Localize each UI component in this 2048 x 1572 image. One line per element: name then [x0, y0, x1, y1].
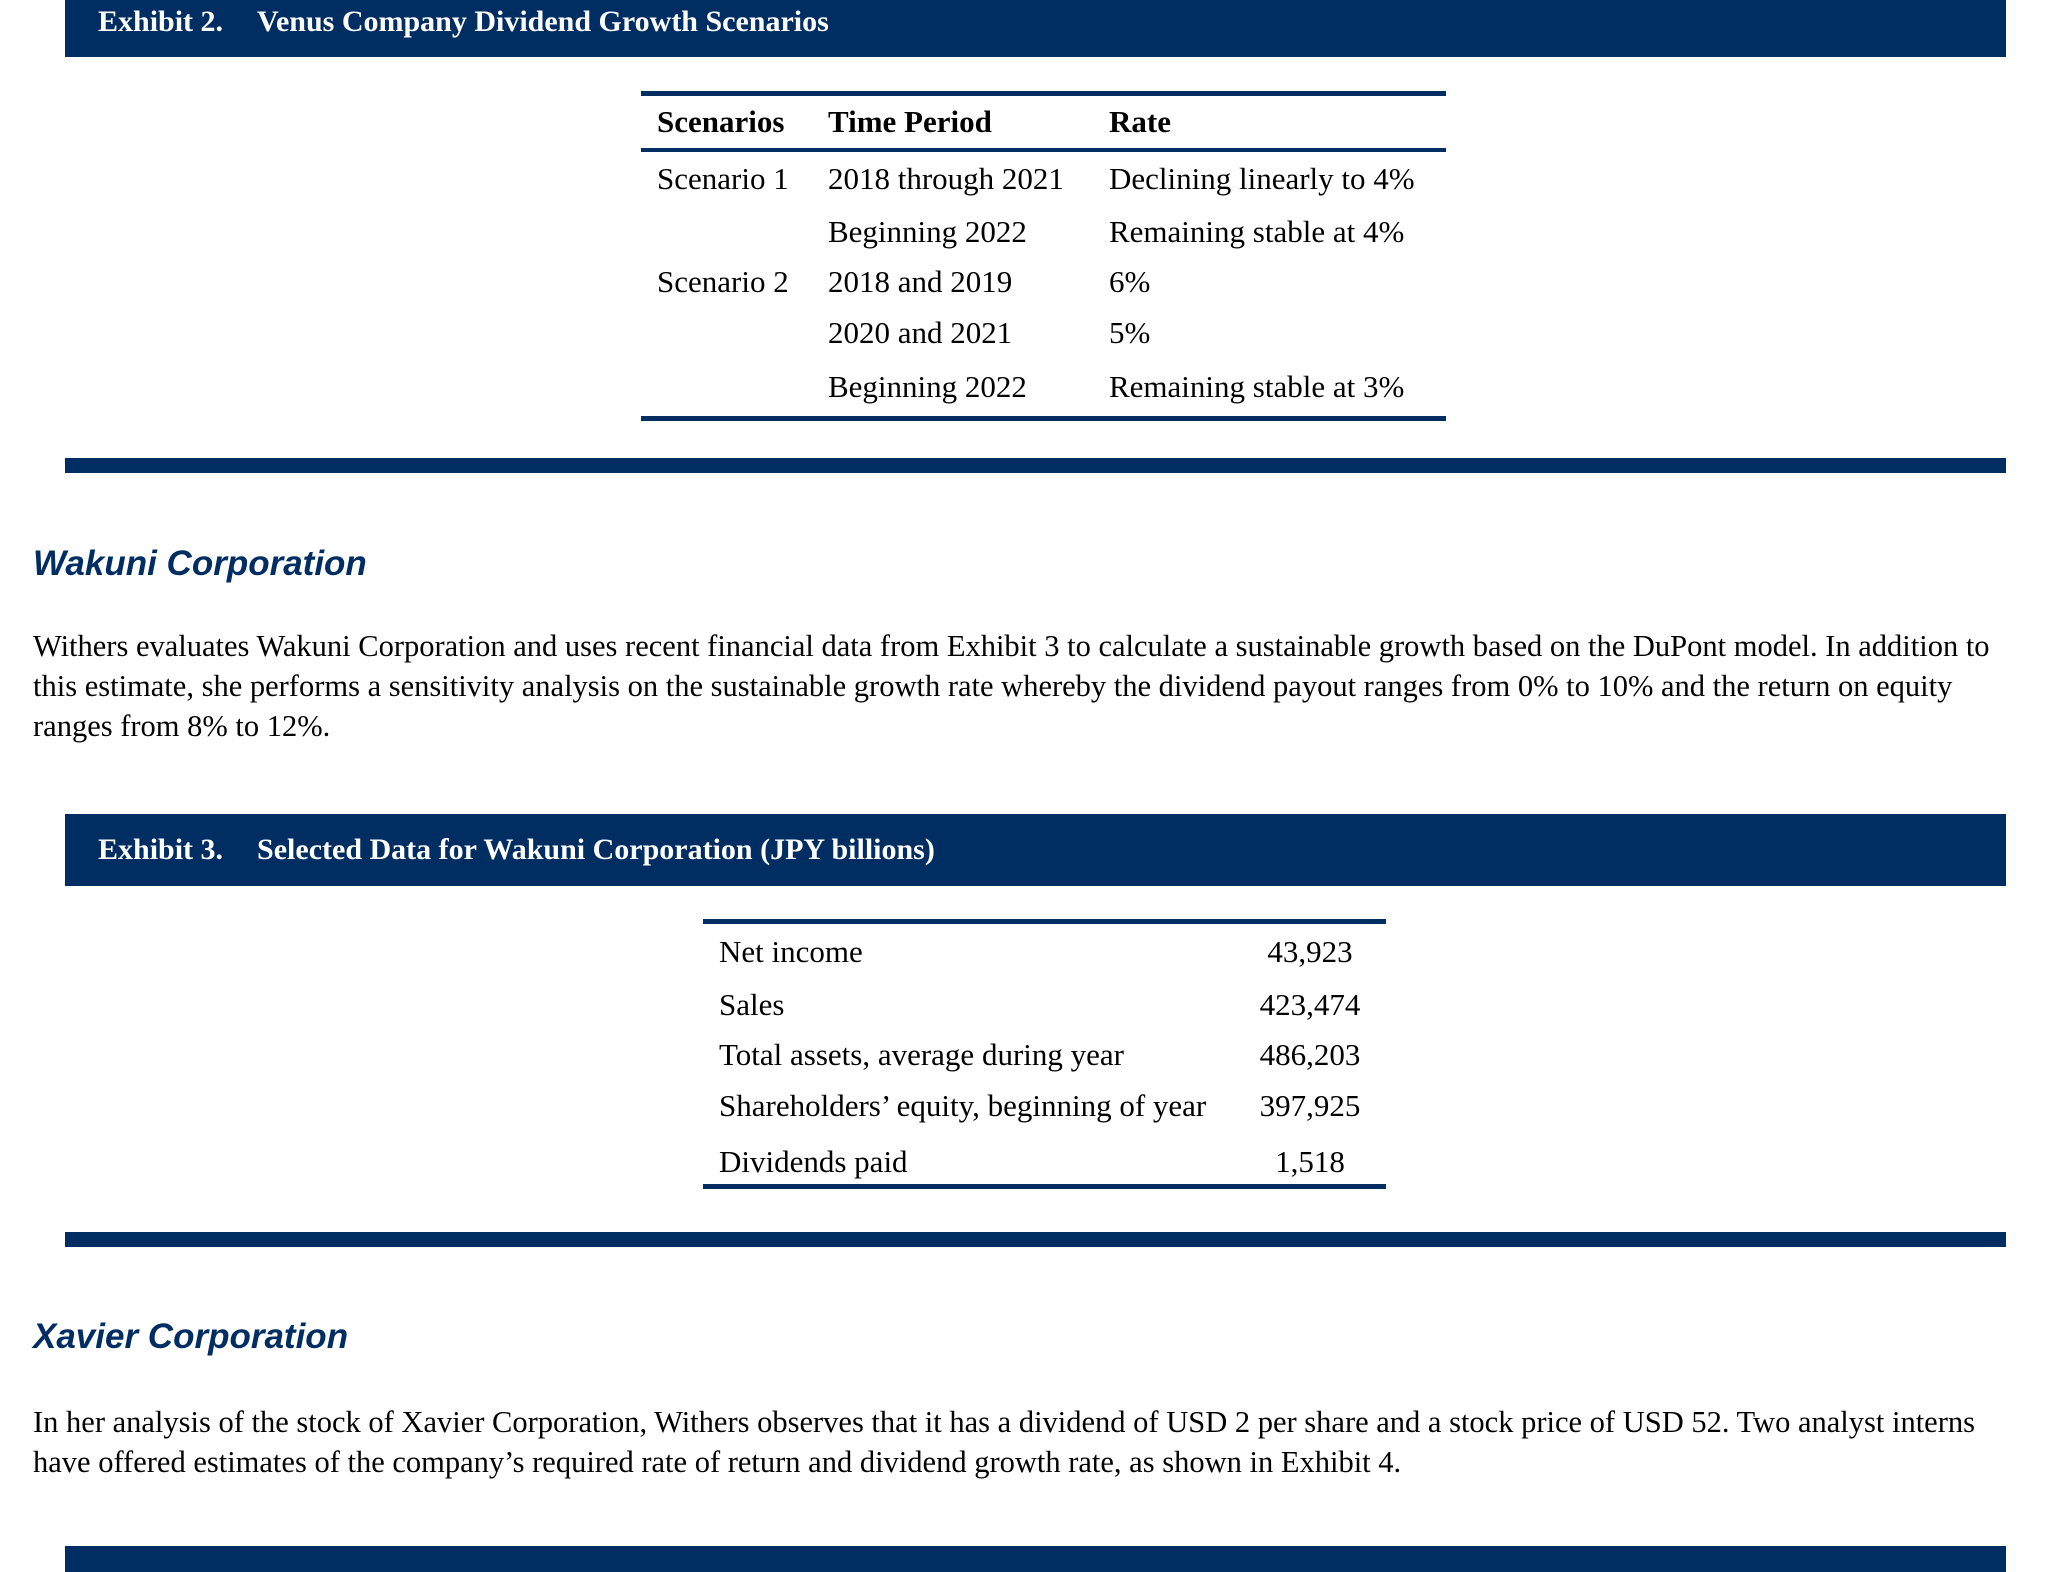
col-header-rate: Rate	[1109, 103, 1171, 139]
rate-cell: Remaining stable at 4%	[1109, 213, 1405, 249]
item-label: Net income	[719, 933, 863, 969]
exhibit-3-table	[703, 919, 1386, 1189]
item-value: 423,474	[1259, 986, 1361, 1022]
table-row	[703, 1132, 1386, 1187]
exhibit-2-header	[65, 0, 2006, 57]
exhibit-3-title: Selected Data for Wakuni Corporation (JPY billions)	[257, 833, 935, 866]
rate-cell: Declining linearly to 4%	[1109, 161, 1415, 196]
time-period-cell: 2018 and 2019	[828, 264, 1013, 299]
item-label: Shareholders’ equity, beginning of year	[719, 1088, 1207, 1123]
table-row	[641, 359, 1446, 419]
exhibit-2-number: Exhibit 2.	[98, 5, 224, 38]
item-value: 1,518	[1275, 1143, 1345, 1179]
item-label: Sales	[719, 986, 785, 1022]
rate-cell: Remaining stable at 3%	[1109, 369, 1405, 405]
table-row	[641, 207, 1446, 257]
xavier-heading: Xavier Corporation	[33, 1317, 349, 1356]
time-period-cell: Beginning 2022	[828, 213, 1027, 249]
scenario-cell: Scenario 1	[657, 161, 789, 196]
table-row	[641, 257, 1446, 308]
col-header-scenarios: Scenarios	[657, 103, 785, 139]
time-period-cell: 2020 and 2021	[828, 315, 1013, 350]
wakuni-paragraph: Withers evaluates Wakuni Corporation and uses recent financial data from Exhibit 3 to calculate a sustainable growth based on the DuPont model. In addition to this estimate, she performs a sensitivity analysis on the sustainable growth rate whereby the dividend payout ranges from 0% to 10% and the return on equity ranges from 8% to 12%.	[33, 629, 1990, 743]
scenario-cell	[641, 308, 812, 359]
item-value: 486,203	[1259, 1037, 1361, 1072]
exhibit-2-divider	[65, 458, 2006, 473]
table-row	[703, 1081, 1386, 1132]
item-value: 397,925	[1259, 1088, 1361, 1123]
item-value: 43,923	[1267, 933, 1353, 969]
table-row	[641, 308, 1446, 359]
time-period-cell: 2018 through 2021	[828, 161, 1064, 196]
table-row	[703, 922, 1386, 980]
exhibit-2-table	[641, 91, 1446, 421]
exhibit-2-title: Venus Company Dividend Growth Scenarios	[257, 5, 829, 38]
exhibit-3-divider	[65, 1232, 2006, 1247]
wakuni-heading: Wakuni Corporation	[33, 544, 367, 583]
scenario-cell	[641, 207, 812, 257]
exhibit-3-header	[65, 814, 2006, 886]
xavier-paragraph: In her analysis of the stock of Xavier Corporation, Withers observes that it has a dividend of USD 2 per share and a stock price of USD 52. Two analyst interns have offered estimates of the company’s required rate of return and dividend growth rate, as shown in Exhibit 4.	[33, 1405, 1975, 1479]
scenario-cell	[641, 359, 812, 419]
item-label: Dividends paid	[719, 1143, 908, 1179]
next-exhibit-header	[65, 1546, 2006, 1572]
exhibit-3-number: Exhibit 3.	[98, 833, 224, 866]
rate-cell: 5%	[1109, 315, 1151, 350]
table-row	[641, 150, 1446, 207]
scenario-cell: Scenario 2	[657, 264, 789, 299]
item-label: Total assets, average during year	[719, 1037, 1124, 1072]
rate-cell: 6%	[1109, 264, 1151, 299]
time-period-cell: Beginning 2022	[828, 369, 1027, 405]
table-row	[703, 1030, 1386, 1081]
col-header-time-period: Time Period	[828, 103, 992, 139]
exhibit-2-header-row	[641, 94, 1446, 150]
table-row	[703, 980, 1386, 1030]
